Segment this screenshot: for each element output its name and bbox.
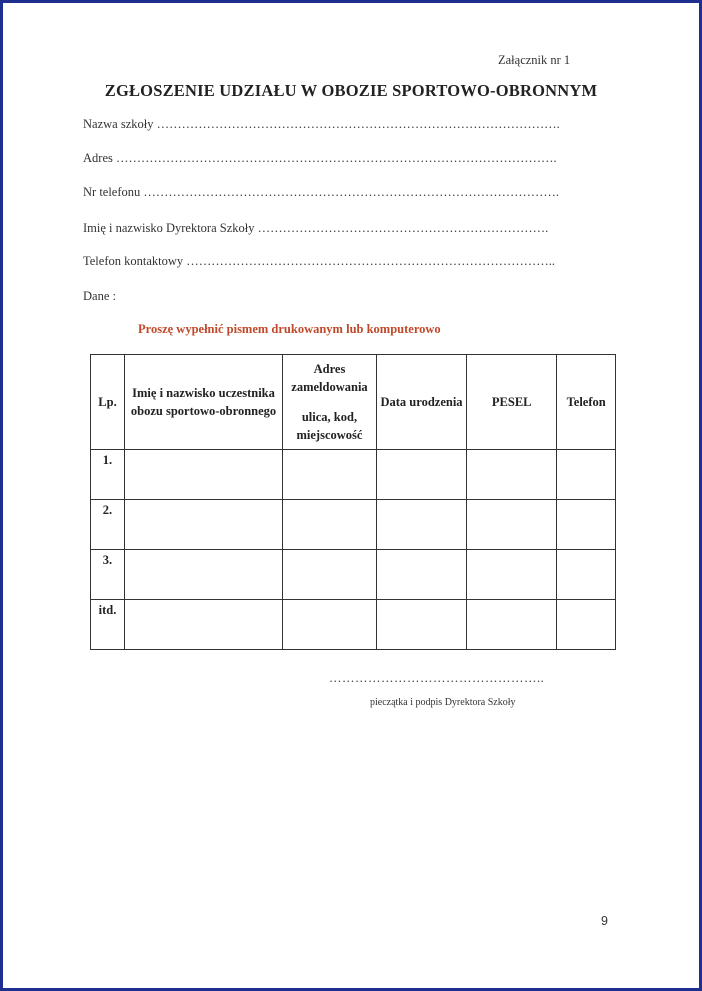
cell-name[interactable] <box>124 600 282 650</box>
field-director-name[interactable]: Imię i nazwisko Dyrektora Szkoły ……………………………………………………………. <box>83 221 549 235</box>
cell-phone[interactable] <box>557 450 616 500</box>
cell-name[interactable] <box>124 450 282 500</box>
header-lp: Lp. <box>91 355 125 450</box>
fill-instruction: Proszę wypełnić pismem drukowanym lub komputerowo <box>138 322 441 336</box>
data-label: Dane : <box>83 289 116 303</box>
cell-birth-date[interactable] <box>376 600 466 650</box>
cell-address[interactable] <box>283 600 377 650</box>
table-row <box>91 500 616 550</box>
signature-caption: pieczątka i podpis Dyrektora Szkoły <box>370 697 516 708</box>
cell-address[interactable] <box>283 450 377 500</box>
table-row <box>91 550 616 600</box>
cell-name[interactable] <box>124 500 282 550</box>
cell-phone[interactable] <box>557 600 616 650</box>
row-number: 1. <box>91 450 125 500</box>
document-title: ZGŁOSZENIE UDZIAŁU W OBOZIE SPORTOWO-OBRONNYM <box>104 81 598 100</box>
table-header-row <box>91 355 616 450</box>
header-phone: Telefon <box>557 355 616 450</box>
cell-name[interactable] <box>124 550 282 600</box>
page-number: 9 <box>601 914 608 928</box>
cell-address[interactable] <box>283 550 377 600</box>
cell-phone[interactable] <box>557 500 616 550</box>
cell-phone[interactable] <box>557 550 616 600</box>
header-address-detail: ulica, kod, miejscowość <box>296 410 363 443</box>
header-address <box>283 355 377 450</box>
participants-table <box>90 354 616 650</box>
signature-line[interactable]: ………………………………………….. <box>329 671 545 685</box>
header-pesel: PESEL <box>467 355 557 450</box>
row-number: 3. <box>91 550 125 600</box>
table-row <box>91 600 616 650</box>
cell-pesel[interactable] <box>467 500 557 550</box>
header-participant-name: Imię i nazwisko uczestnika obozu sportowo-obronnego <box>124 355 282 450</box>
cell-birth-date[interactable] <box>376 500 466 550</box>
field-phone[interactable]: Nr telefonu ………………………………………………………………………………………. <box>83 185 560 199</box>
cell-address[interactable] <box>283 500 377 550</box>
header-birth-date: Data urodzenia <box>376 355 466 450</box>
cell-pesel[interactable] <box>467 550 557 600</box>
field-address[interactable]: Adres ……………………………………………………………………………………………. <box>83 151 557 165</box>
header-address-title: Adres zameldowania <box>291 361 368 394</box>
field-contact-phone[interactable]: Telefon kontaktowy …………………………………………………………………………….. <box>83 254 556 268</box>
field-school-name[interactable]: Nazwa szkoły ……………………………………………………………………………………. <box>83 117 560 131</box>
cell-pesel[interactable] <box>467 600 557 650</box>
cell-birth-date[interactable] <box>376 550 466 600</box>
cell-birth-date[interactable] <box>376 450 466 500</box>
table-row <box>91 450 616 500</box>
row-number: itd. <box>91 600 125 650</box>
cell-pesel[interactable] <box>467 450 557 500</box>
row-number: 2. <box>91 500 125 550</box>
attachment-label: Załącznik nr 1 <box>498 53 571 67</box>
